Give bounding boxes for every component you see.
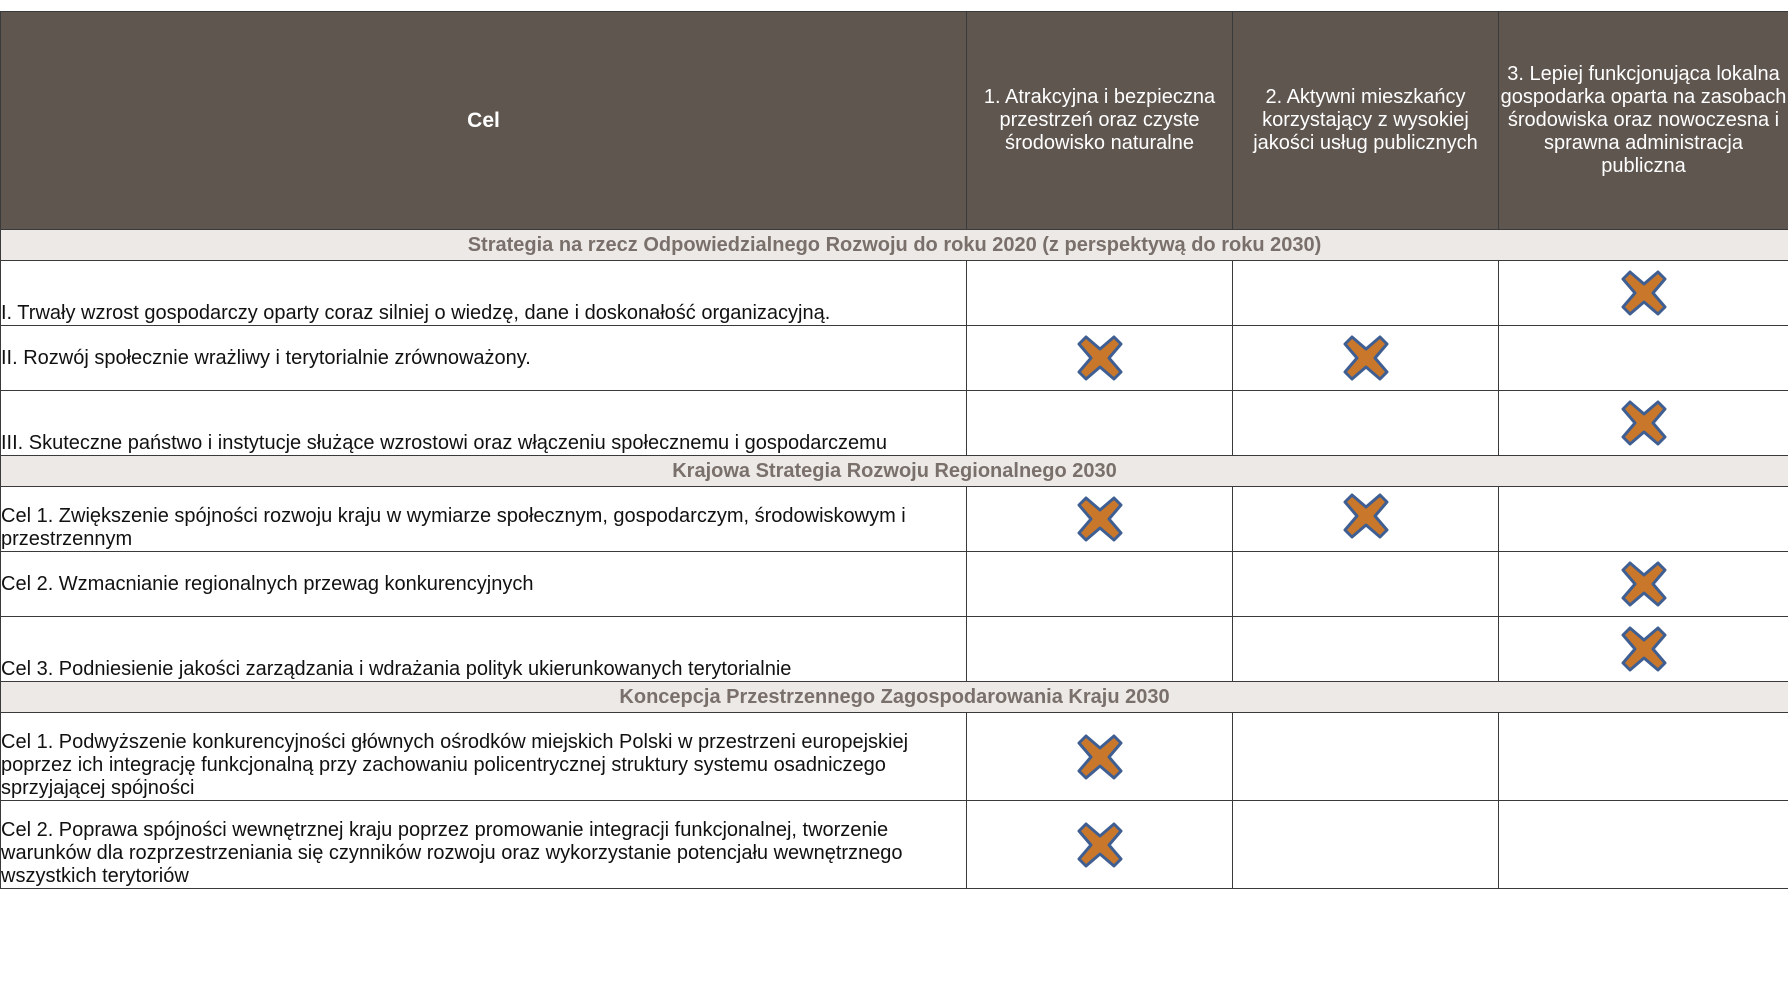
section-title: Koncepcja Przestrzennego Zagospodarowania Kraju 2030 [1,682,1788,713]
mark-cell [1499,391,1788,456]
table-row [1,801,1788,889]
section-title: Krajowa Strategia Rozwoju Regionalnego 2030 [1,456,1788,487]
mark-cell [1499,713,1788,801]
section-header-row [1,682,1788,713]
goal-text: Cel 2. Wzmacnianie regionalnych przewag konkurencyjnych [1,552,967,617]
goal-text: Cel 1. Podwyższenie konkurencyjności głównych ośrodków miejskich Polski w przestrzeni europejskiej poprzez ich integrację funkcjonalną przy zachowaniu policentrycznej struktury systemu osadniczego sprzyjającej spójności [1,713,967,801]
mark-cell [967,552,1233,617]
mark-cell [1499,552,1788,617]
x-cross-icon [1075,494,1125,544]
mark-cell [1233,326,1499,391]
table-row [1,552,1788,617]
x-cross-icon [1341,333,1391,383]
table-row [1,487,1788,552]
mark-cell [967,326,1233,391]
section-header-row [1,456,1788,487]
x-cross-icon [1075,732,1125,782]
goal-text: I. Trwały wzrost gospodarczy oparty coraz silniej o wiedzę, dane i doskonałość organizacyjną. [1,261,967,326]
mark-cell [967,617,1233,682]
table-row [1,617,1788,682]
x-cross-icon [1619,398,1669,448]
mark-cell [1499,801,1788,889]
mark-cell [1233,487,1499,552]
column-header-2: 2. Aktywni mieszkańcy korzystający z wysokiej jakości usług publicznych [1233,12,1499,230]
mark-cell [967,391,1233,456]
column-header-3: 3. Lepiej funkcjonująca lokalna gospodarka oparta na zasobach środowiska oraz nowoczesna i sprawna administracja publiczna [1499,12,1788,230]
goal-text: III. Skuteczne państwo i instytucje służące wzrostowi oraz włączeniu społecznemu i gospodarczemu [1,391,967,456]
section-header-row [1,230,1788,261]
mark-cell [1499,487,1788,552]
header-row [1,12,1788,230]
mark-cell [1233,261,1499,326]
goal-text: Cel 3. Podniesienie jakości zarządzania i wdrażania polityk ukierunkowanych terytorialnie [1,617,967,682]
x-cross-icon [1619,559,1669,609]
alignment-matrix-table [0,11,1788,889]
goal-text: Cel 2. Poprawa spójności wewnętrznej kraju poprzez promowanie integracji funkcjonalnej, tworzenie warunków dla rozprzestrzeniania się czynników rozwoju oraz wykorzystanie potencjału wewnętrznego wszystkich terytoriów [1,801,967,889]
mark-cell [1233,801,1499,889]
mark-cell [1499,617,1788,682]
mark-cell [1499,261,1788,326]
mark-cell [1233,552,1499,617]
mark-cell [1233,617,1499,682]
mark-cell [1499,326,1788,391]
mark-cell [967,713,1233,801]
section-title: Strategia na rzecz Odpowiedzialnego Rozwoju do roku 2020 (z perspektywą do roku 2030) [1,230,1788,261]
mark-cell [967,261,1233,326]
mark-cell [1233,713,1499,801]
x-cross-icon [1075,820,1125,870]
x-cross-icon [1341,491,1391,541]
mark-cell [967,487,1233,552]
mark-cell [967,801,1233,889]
x-cross-icon [1075,333,1125,383]
table-row [1,391,1788,456]
goal-column-header: Cel [1,12,967,230]
x-cross-icon [1619,624,1669,674]
table-row [1,326,1788,391]
goal-text: Cel 1. Zwiększenie spójności rozwoju kraju w wymiarze społecznym, gospodarczym, środowiskowym i przestrzennym [1,487,967,552]
column-header-1: 1. Atrakcyjna i bezpieczna przestrzeń oraz czyste środowisko naturalne [967,12,1233,230]
goal-text: II. Rozwój społecznie wrażliwy i terytorialnie zrównoważony. [1,326,967,391]
table-row [1,713,1788,801]
table-row [1,261,1788,326]
mark-cell [1233,391,1499,456]
x-cross-icon [1619,268,1669,318]
